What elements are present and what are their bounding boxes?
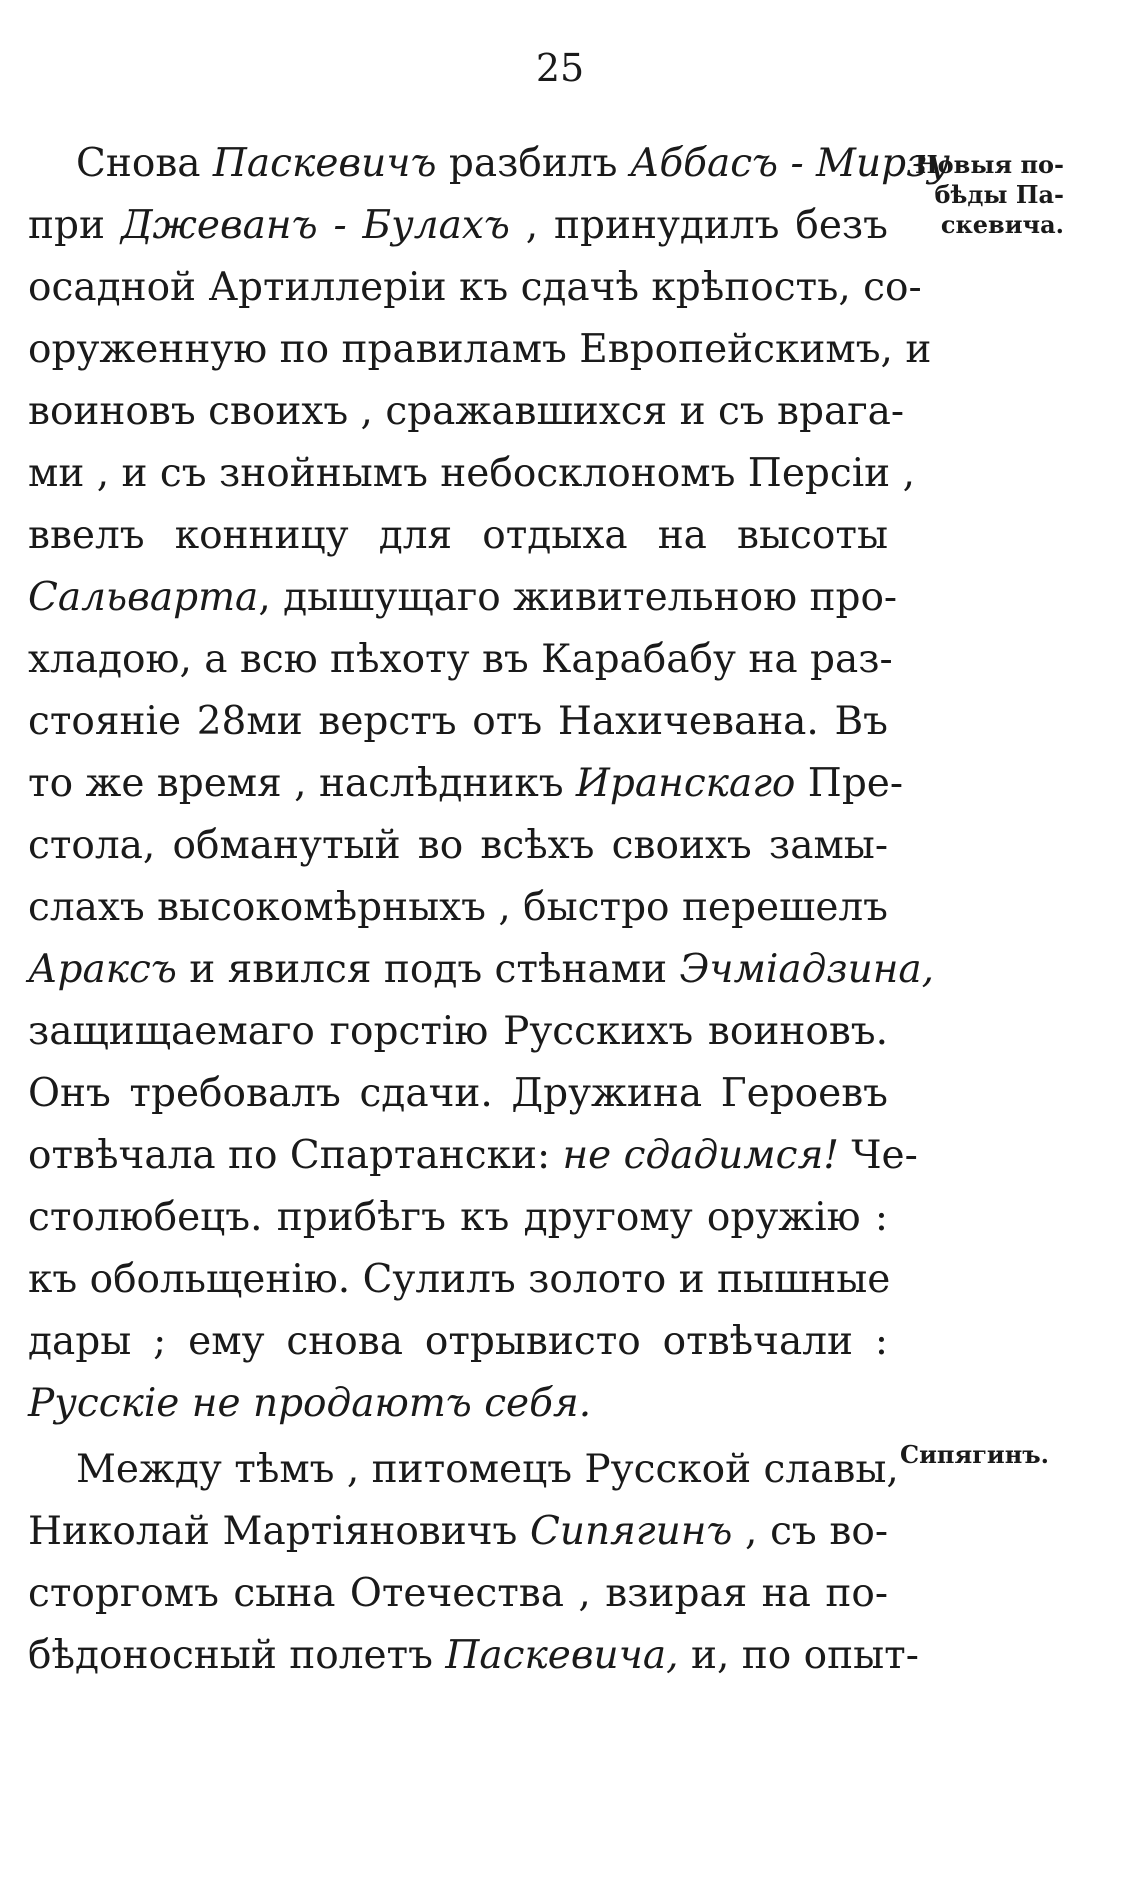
- italic-text: Паскевича,: [445, 1633, 679, 1678]
- text-run: стояніе 28ми верстъ отъ Нахичевана. Въ: [28, 699, 888, 744]
- text-run: Пре-: [795, 761, 904, 806]
- text-run: защищаемаго горстію Русскихъ воиновъ.: [28, 1009, 888, 1054]
- text-run: оруженную по правиламъ Европейскимъ, и: [28, 327, 932, 372]
- text-run: и, по опыт-: [678, 1633, 919, 1678]
- text-run: , дышущаго живительною про-: [258, 575, 898, 620]
- paragraph-1-line: [28, 570, 898, 626]
- paragraph-1-line: [28, 1066, 888, 1122]
- text-run: бѣдоносный полетъ: [28, 1633, 446, 1678]
- italic-text: Паскевичъ: [212, 141, 437, 186]
- italic-text: Эчміадзина,: [679, 947, 935, 992]
- text-run: и явился подъ стѣнами: [176, 947, 680, 992]
- paragraph-1-line: [28, 694, 888, 750]
- text-run: то же время , наслѣдникъ: [28, 761, 576, 806]
- paragraph-1-line: [28, 756, 904, 812]
- paragraph-1-line: [28, 942, 935, 998]
- text-run: , съ во-: [732, 1509, 888, 1554]
- paragraph-1-line: [28, 446, 915, 502]
- text-run: Снова: [76, 141, 213, 186]
- paragraph-1-line: [28, 1314, 888, 1370]
- text-run: осадной Артиллеріи къ сдачѣ крѣпость, со-: [28, 265, 922, 310]
- italic-text: Сипягинъ: [529, 1509, 733, 1554]
- margin-note-sipyagin: Сипягинъ.: [900, 1440, 1050, 1469]
- text-run: Между тѣмъ , питомецъ Русской славы,: [76, 1447, 899, 1492]
- paragraph-1-line: [28, 1252, 891, 1308]
- paragraph-1-line: [28, 880, 888, 936]
- page-number: 25: [535, 46, 585, 90]
- paragraph-1-line: [28, 1190, 888, 1246]
- paragraph-1-line: [28, 260, 922, 316]
- margin-note-victories: Новыя по- бѣды Па- скевича.: [914, 150, 1064, 239]
- paragraph-1-line: [28, 198, 888, 254]
- text-run: ввелъ конницу для отдыха на высоты: [28, 513, 888, 558]
- text-run: столюбецъ. прибѣгъ къ другому оружію :: [28, 1195, 888, 1240]
- paragraph-2-line: [28, 1566, 888, 1622]
- text-run: слахъ высокомѣрныхъ , быстро перешелъ: [28, 885, 888, 930]
- paragraph-1-line: [28, 1004, 888, 1060]
- italic-text: Сальварта: [28, 575, 259, 620]
- italic-text: Джеванъ - Булахъ: [120, 203, 510, 248]
- text-run: сторгомъ сына Отечества , взирая на по-: [28, 1571, 888, 1616]
- text-run: Онъ требовалъ сдачи. Дружина Героевъ: [28, 1071, 888, 1116]
- paragraph-1-line: [28, 136, 950, 192]
- text-run: при: [28, 203, 121, 248]
- text-run: ми , и съ знойнымъ небосклономъ Персіи ,: [28, 451, 915, 496]
- italic-text: Русскіе не продаютъ себя.: [28, 1381, 592, 1426]
- paragraph-1-line: [28, 1376, 888, 1432]
- italic-text: Араксъ: [28, 947, 177, 992]
- paragraph-2-line: [28, 1442, 899, 1498]
- paragraph-1-line: [28, 508, 888, 564]
- text-run: стола, обманутый во всѣхъ своихъ замы-: [28, 823, 888, 868]
- text-run: воиновъ своихъ , сражавшихся и съ врага-: [28, 389, 905, 434]
- italic-text: не сдадимся!: [562, 1133, 839, 1178]
- text-run: разбилъ: [436, 141, 630, 186]
- paragraph-1-line: [28, 1128, 918, 1184]
- text-run: хладою, а всю пѣхоту въ Карабабу на раз-: [28, 637, 893, 682]
- paragraph-1-line: [28, 322, 932, 378]
- text-run: , принудилъ безъ: [509, 203, 888, 248]
- text-run: Николай Мартіяновичъ: [28, 1509, 530, 1554]
- paragraph-1-line: [28, 384, 905, 440]
- paragraph-1-line: [28, 818, 888, 874]
- italic-text: Аббасъ - Мирзу: [629, 141, 950, 186]
- paragraph-2-line: [28, 1504, 888, 1560]
- text-run: къ обольщенію. Сулилъ золото и пышные: [28, 1257, 891, 1302]
- text-run: дары ; ему снова отрывисто отвѣчали :: [28, 1319, 888, 1364]
- text-run: Че-: [838, 1133, 918, 1178]
- italic-text: Иранскаго: [575, 761, 796, 806]
- paragraph-1-line: [28, 632, 893, 688]
- text-run: отвѣчала по Спартански:: [28, 1133, 563, 1178]
- paragraph-2-line: [28, 1628, 919, 1684]
